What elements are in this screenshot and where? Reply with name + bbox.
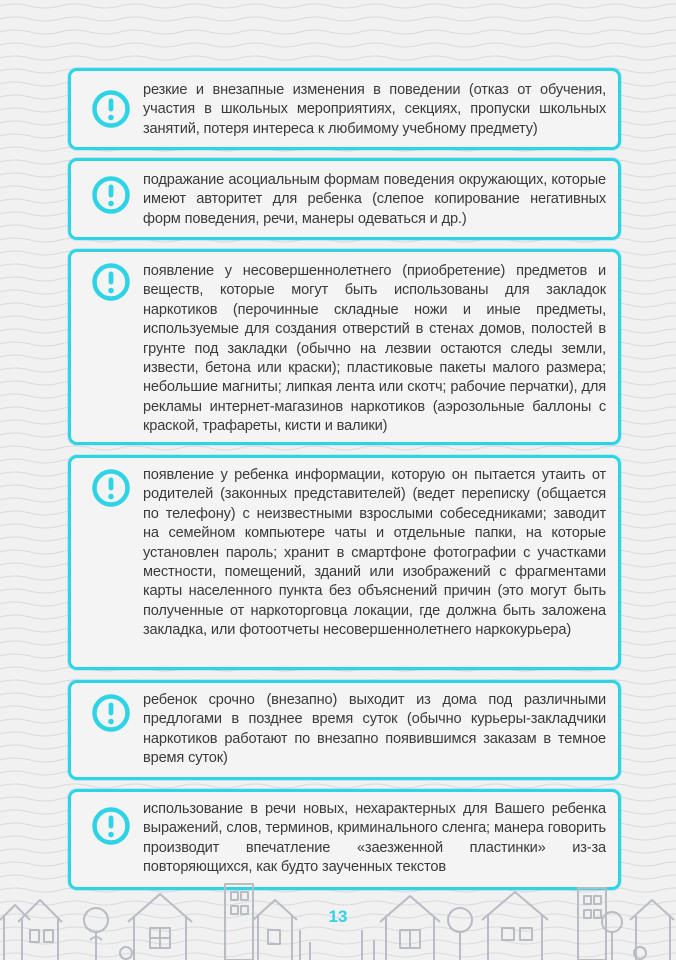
exclamation-circle-icon: [91, 89, 131, 129]
warning-card-5: [68, 680, 621, 780]
card-4-text: появление у ребенка информации, которую он пытается утаить от родителей (законных представителей) (ведет переписку (общается по телефону) с неизвестными взрослыми собеседниками; заводит на семейном компьютере чаты и отдельные папки, на которые установлен пароль; хранит в смартфоне фотографии с участками местности, помещений, зданий или изображений с фрагментами карты населенного пункта без объяснений причин (это могут быть полученные от наркоторговца локации, где должна быть заложена закладка, или фотоотчеты несовершеннолетнего наркокурьера): [143, 467, 606, 639]
warning-card-4: [68, 455, 621, 670]
exclamation-circle-icon: [91, 806, 131, 846]
card-5-text: ребенок срочно (внезапно) выходит из дома под различными предлогами в позднее время суток (обычно курьеры-закладчики наркотиков работают по внезапно появившимся заказам в темное время суток): [143, 692, 606, 767]
exclamation-circle-icon: [91, 468, 131, 508]
warning-card-3: [68, 249, 621, 445]
exclamation-circle-icon: [91, 262, 131, 302]
card-2-text: подражание асоциальным формам поведения окружающих, которые имеют авторитет для ребенка (слепое копирование негативных форм поведения, речи, манеры одеваться и др.): [143, 172, 606, 227]
warning-card-2: [68, 158, 621, 240]
exclamation-circle-icon: [91, 175, 131, 215]
exclamation-circle-icon: [91, 693, 131, 733]
card-1-text: резкие и внезапные изменения в поведении (отказ от обучения, участия в школьных мероприятиях, секциях, пропуски школьных занятий, потеря интереса к любимому учебному предмету): [143, 82, 606, 137]
card-3-text: появление у несовершеннолетнего (приобретение) предметов и веществ, которые могут быть использованы для закладок наркотиков (перочинные складные ножи и иные предметы, используемые для создания отверстий в стенах домов, полостей в грунте под закладки (обычно на лезвии остаются следы земли, извести, бетона или краски); пластиковые пакеты малого размера; небольшие магниты; липкая лента или скотч; рабочие перчатки), для рекламы интернет-магазинов наркотиков (аэрозольные баллоны с краской, трафареты, кисти и валики): [143, 263, 606, 435]
card-6-text: использование в речи новых, нехарактерных для Вашего ребенка выражений, слов, терминов, криминального сленга; манера говорить производит впечатление «заезженной пластинки» из-за повторяющихся, как будто заученных текстов: [143, 801, 606, 876]
warning-card-1: [68, 68, 621, 150]
page-number: 13: [328, 907, 348, 926]
